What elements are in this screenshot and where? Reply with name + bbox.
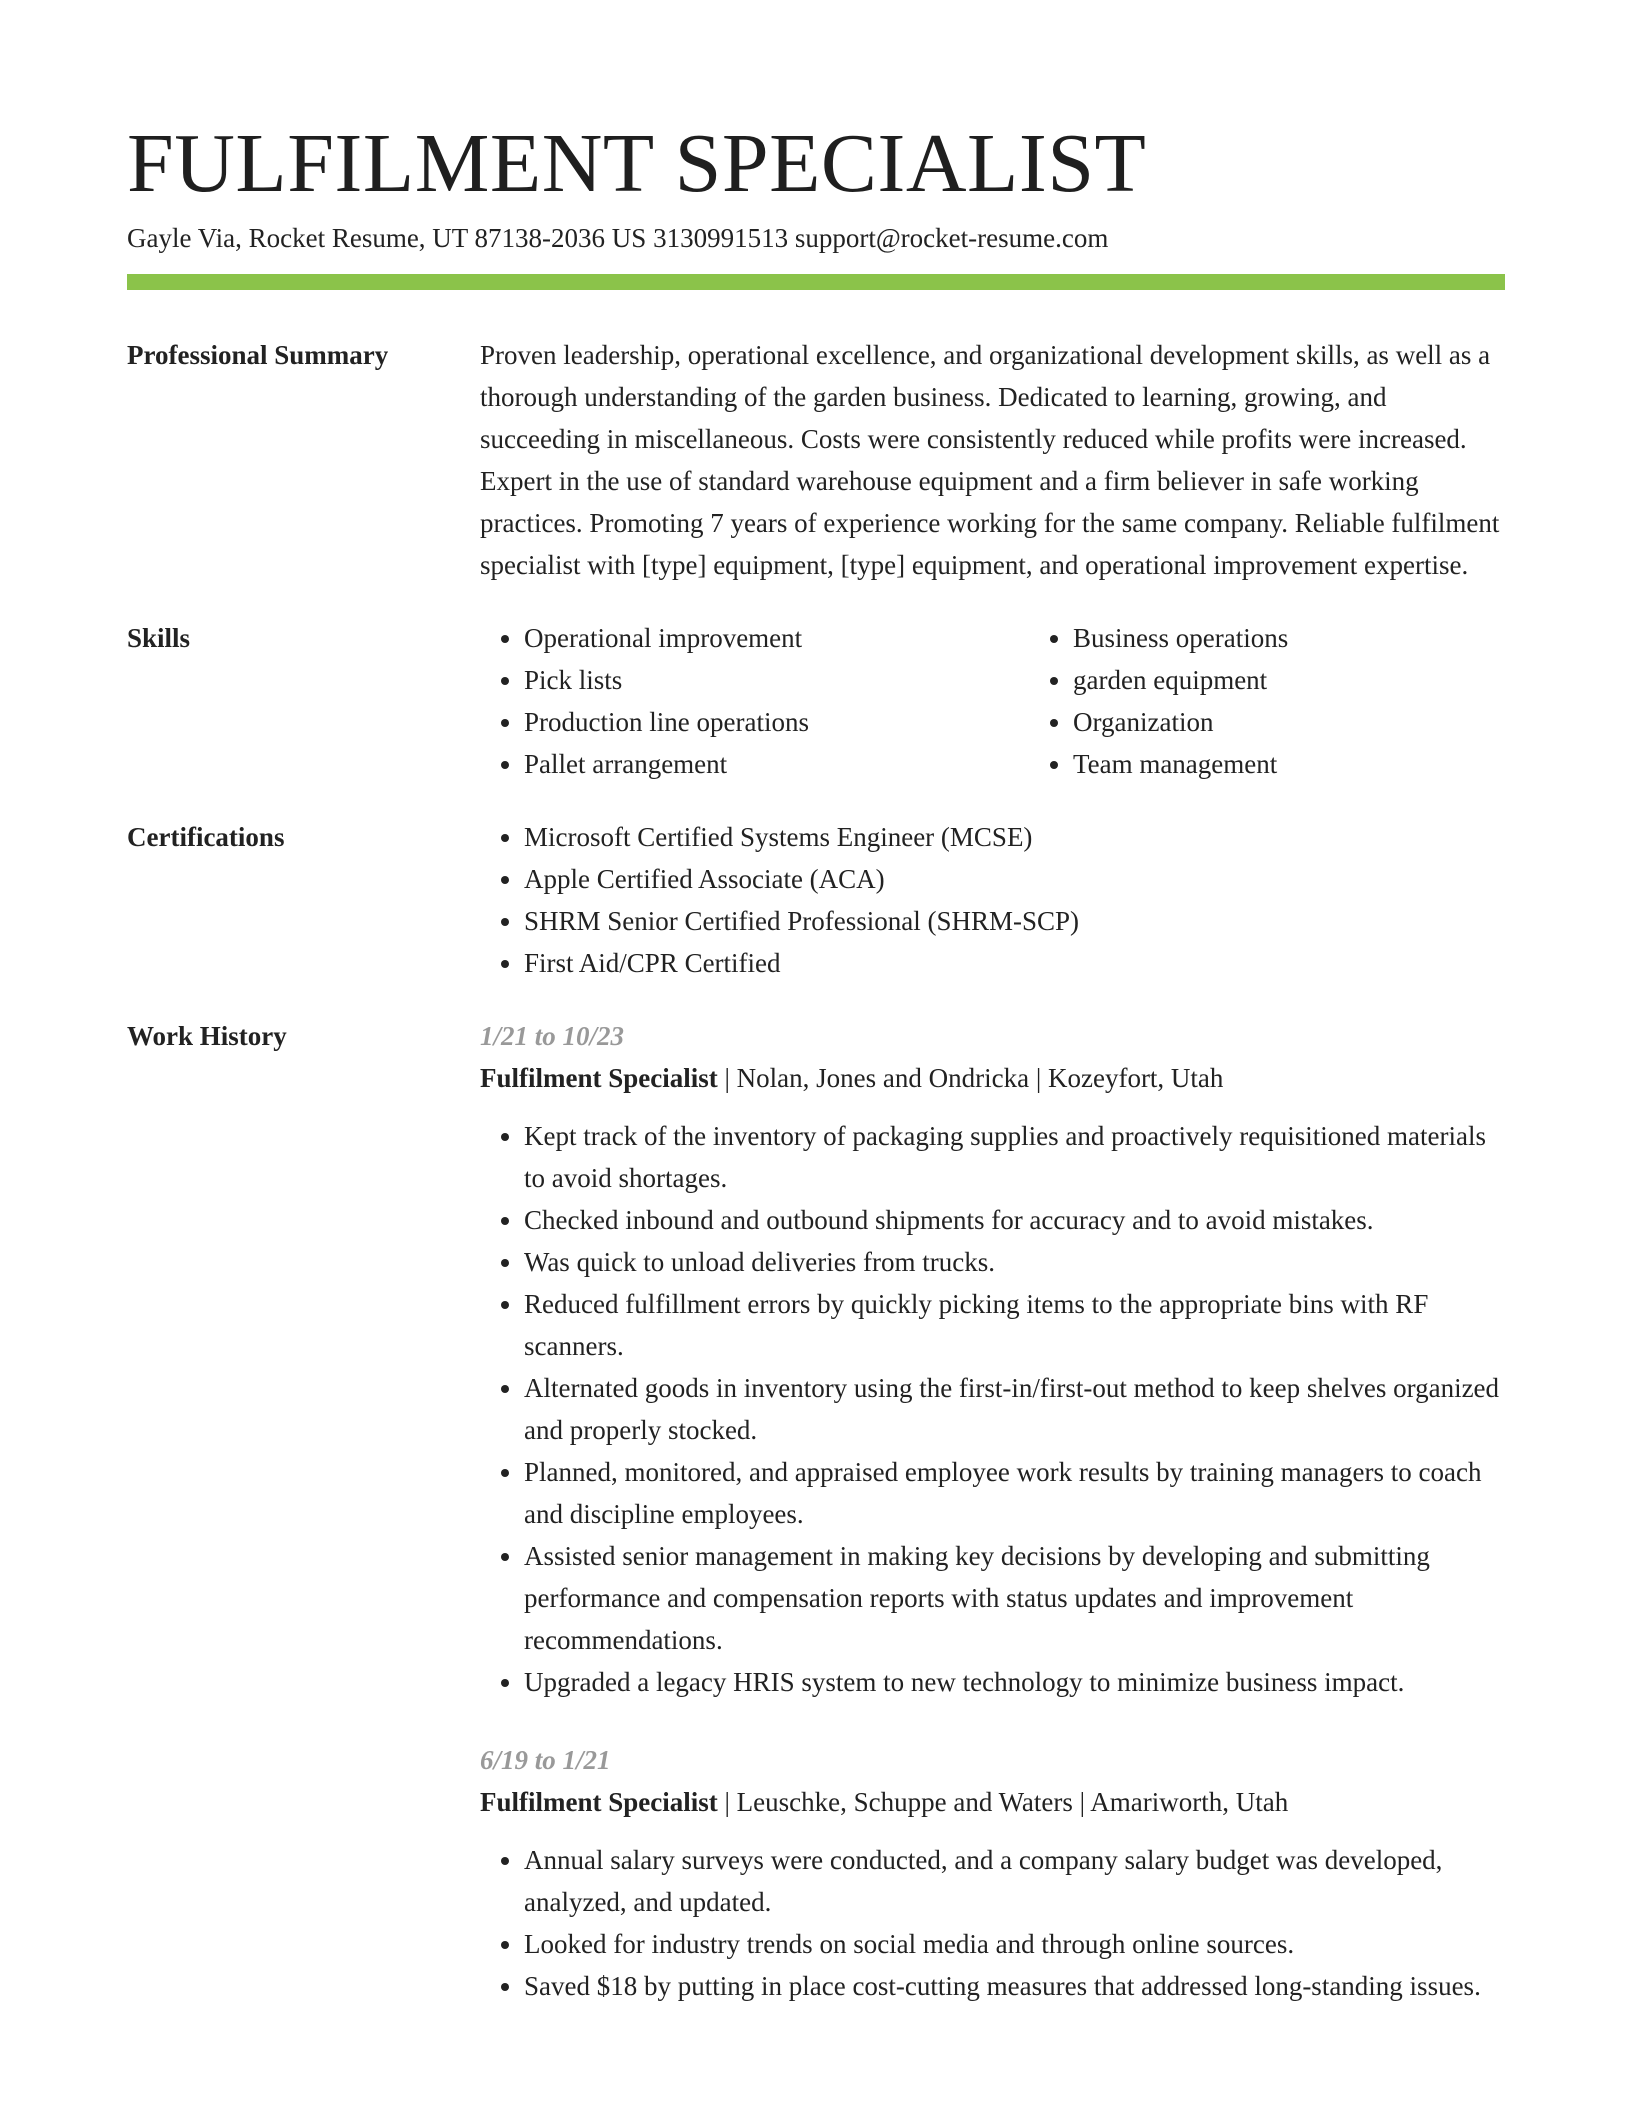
job-bullet: • Assisted senior management in making key decisions by developing and submitting performance and compensation reports with status updates and improvement recommendations.	[524, 1535, 1505, 1661]
summary-text: Proven leadership, operational excellence, and organizational development skills, as well as a thorough understanding of the garden business. Dedicated to learning, growing, and succeeding in miscellaneous. Costs were consistently reduced while profits were increased. Expert in the use of standard warehouse equipment and a firm believer in safe working practices. Promoting 7 years of experience working for the same company. Reliable fulfilment specialist with [type] equipment, [type] equipment, and operational improvement expertise.	[480, 340, 1500, 581]
certification-item: • Microsoft Certified Systems Engineer (MCSE)	[524, 816, 1505, 858]
skills-grid	[480, 617, 1578, 785]
skills-list-left	[480, 617, 1029, 785]
skill-item: • Operational improvement	[524, 617, 1029, 659]
job-details: | Leuschke, Schuppe and Waters | Amariworth, Utah	[717, 1787, 1289, 1818]
job-bullet-list	[480, 1839, 1505, 2007]
job-bullet: • Saved $18 by putting in place cost-cutting measures that addressed long-standing issues.	[524, 1965, 1505, 2007]
job-title: Fulfilment Specialist	[480, 1063, 718, 1094]
job-entry	[480, 1015, 1505, 1703]
job-title: Fulfilment Specialist	[480, 1787, 718, 1818]
resume-title: FULFILMENT SPECIALIST	[127, 117, 1147, 210]
certification-item: • Apple Certified Associate (ACA)	[524, 858, 1505, 900]
skill-item: • Pick lists	[524, 659, 1029, 701]
skills-list-right	[1029, 617, 1578, 785]
certifications-section	[127, 816, 1505, 984]
job-bullet: • Upgraded a legacy HRIS system to new technology to minimize business impact.	[524, 1661, 1505, 1703]
skills-section	[127, 617, 1505, 785]
certifications-list	[480, 816, 1505, 984]
summary-section	[127, 334, 1505, 586]
work-history-section	[127, 1015, 1505, 2007]
job-bullet: • Kept track of the inventory of packaging supplies and proactively requisitioned materials to avoid shortages.	[524, 1115, 1505, 1199]
job-bullet: • Looked for industry trends on social media and through online sources.	[524, 1923, 1505, 1965]
contact-line: Gayle Via, Rocket Resume, UT 87138-2036 US 3130991513 support@rocket-resume.com	[127, 223, 1109, 254]
work-history-body	[480, 1015, 1505, 2007]
skill-item: • Business operations	[1073, 617, 1578, 659]
summary-heading: Professional Summary	[127, 340, 389, 371]
job-entry	[480, 1739, 1505, 2007]
accent-divider	[127, 274, 1505, 290]
certifications-heading: Certifications	[127, 822, 285, 853]
job-heading	[480, 1057, 1505, 1099]
job-bullet: • Reduced fulfillment errors by quickly picking items to the appropriate bins with RF scanners.	[524, 1283, 1505, 1367]
job-bullet: • Annual salary surveys were conducted, and a company salary budget was developed, analyzed, and updated.	[524, 1839, 1505, 1923]
skill-item: • Organization	[1073, 701, 1578, 743]
certification-item: • First Aid/CPR Certified	[524, 942, 1505, 984]
certifications-body	[480, 816, 1505, 984]
job-bullet-list	[480, 1115, 1505, 1703]
job-heading	[480, 1781, 1505, 1823]
work-history-heading: Work History	[127, 1021, 287, 1052]
job-bullet: • Planned, monitored, and appraised employee work results by training managers to coach and discipline employees.	[524, 1451, 1505, 1535]
skill-item: • Team management	[1073, 743, 1578, 785]
job-details: | Nolan, Jones and Ondricka | Kozeyfort, Utah	[717, 1063, 1224, 1094]
job-bullet: • Alternated goods in inventory using the first-in/first-out method to keep shelves organized and properly stocked.	[524, 1367, 1505, 1451]
skill-item: • garden equipment	[1073, 659, 1578, 701]
job-bullet: • Checked inbound and outbound shipments for accuracy and to avoid mistakes.	[524, 1199, 1505, 1241]
skill-item: • Pallet arrangement	[524, 743, 1029, 785]
skill-item: • Production line operations	[524, 701, 1029, 743]
job-bullet: • Was quick to unload deliveries from trucks.	[524, 1241, 1505, 1283]
certification-item: • SHRM Senior Certified Professional (SHRM-SCP)	[524, 900, 1505, 942]
summary-body	[480, 334, 1505, 586]
resume-page	[127, 118, 1505, 2007]
job-dates: 6/19 to 1/21	[480, 1745, 611, 1776]
skills-heading: Skills	[127, 623, 191, 654]
job-dates: 1/21 to 10/23	[480, 1021, 625, 1052]
